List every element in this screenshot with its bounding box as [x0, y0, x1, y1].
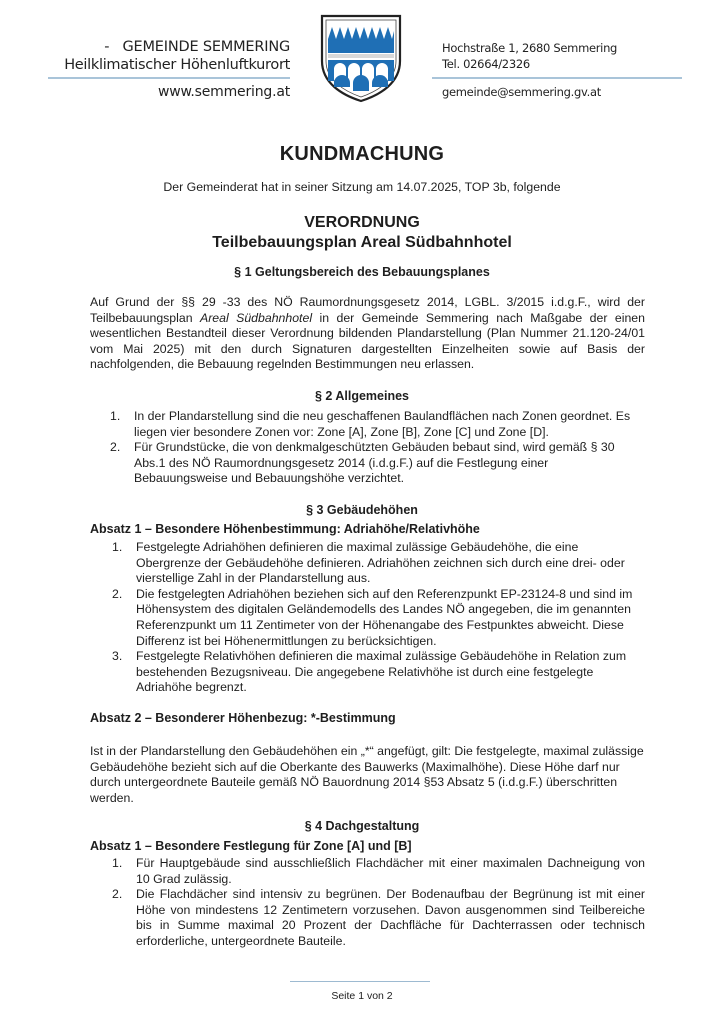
list-number: 1. [112, 856, 123, 870]
letterhead-right [442, 40, 682, 101]
list-item [110, 409, 645, 440]
header-divider-left [48, 77, 290, 79]
section-4-heading: § 4 Dachgestaltung [304, 819, 420, 833]
ordinance-heading [0, 213, 724, 253]
list-item [112, 649, 645, 696]
list-item [112, 856, 645, 887]
address: Hochstraße 1, 2680 Semmering [442, 41, 618, 55]
coat-of-arms-icon [318, 13, 404, 103]
document-title: KUNDMACHUNG [279, 143, 445, 165]
section-3-absatz-1-heading: Absatz 1 – Besondere Höhenbestimmung: Adriahöhe/Relativhöhe [90, 522, 480, 536]
section-2-list [110, 409, 645, 487]
municipality-name [40, 38, 290, 56]
list-item [110, 440, 645, 487]
email-link[interactable]: gemeinde@semmering.gv.at [442, 84, 601, 99]
list-number: 1. [110, 409, 121, 423]
section-3-heading: § 3 Gebäudehöhen [306, 503, 418, 517]
ordinance-label: VERORDNUNG [304, 214, 420, 231]
footer-divider [290, 981, 430, 982]
list-text: Die Flachdächer sind intensiv zu begrünen. Der Bodenaufbau der Begrünung ist mit einer Höhe von mindestens 12 Zentimetern vorzusehen. Davon ausgenommen sind Teilbereiche bis in Summe maximal 20 Prozent der Dachfläche für Dachterrassen oder technisch erforderliche, untergeordnete Bauteile. [136, 887, 645, 948]
list-number: 3. [112, 649, 123, 664]
section-2-heading: § 2 Allgemeines [314, 389, 410, 403]
list-text: Für Grundstücke, die von denkmalgeschützten Gebäuden bebaut sind, wird gemäß § 30 Abs.1 des NÖ Raumordnungsgesetz 2014 (i.d.g.F.) auf die Festlegung einer Bebauungsweise und Bebauungshöhe verzichtet. [134, 440, 615, 486]
list-number: 2. [110, 440, 121, 455]
list-text: Für Hauptgebäude sind ausschließlich Flachdächer mit einer maximalen Dachneigung von 10 Grad zulässig. [136, 856, 645, 886]
letterhead-left [40, 38, 290, 103]
municipality-subtitle: Heilklimatischer Höhenluftkurort [64, 57, 290, 73]
section-1-text-b: in der Gemeinde Semmering nach Maßgabe der einen wesentlichen Bestandteil dieser Verordnung bildenden Plandarstellung (Plan Nummer 21.120-24/01 vom Mai 2025) mit den durch Signaturen dargestellten Einzelheiten sowie auf Basis der nachfolgenden, die Bebauung regelnden Bestimmungen neu erlassen. [90, 310, 645, 372]
section-3-absatz-2-heading: Absatz 2 – Besonderer Höhenbezug: *-Bestimmung [90, 711, 396, 725]
list-text: Die festgelegten Adriahöhen beziehen sich auf den Referenzpunkt EP-23124-8 und sind im Höhensystem des digitalen Geländemodells des Landes NÖ angegeben, die im genannten Referenzpunkt um 11 Zentimeter von der Höhenangabe des Festpunktes abweicht. Diese Differenz ist bei Höhenermittlungen zu berücksichtigen. [136, 586, 633, 648]
section-3-absatz-1-list [112, 540, 645, 696]
intro-text: Der Gemeinderat hat in seiner Sitzung am 14.07.2025, TOP 3b, folgende [163, 180, 561, 194]
list-text: Festgelegte Adriahöhen definieren die maximal zulässige Gebäudehöhe, die eine Obergrenze der Gebäudehöhe definieren. Adriahöhen zeichnen sich durch eine drei- oder vierstellige Zahl in der Plandarstellung aus. [136, 540, 625, 586]
list-number: 2. [112, 586, 123, 601]
list-item [112, 540, 645, 587]
list-text: In der Plandarstellung sind die neu geschaffenen Baulandflächen nach Zonen geordnet. Es liegen vier besondere Zonen vor: Zone [A], Zone [B], Zone [C] und Zone [D]. [134, 409, 631, 439]
phone: Tel. 02664/2326 [442, 57, 530, 71]
section-1-text-emphasis: Areal Südbahnhotel [200, 310, 313, 325]
list-text: Festgelegte Relativhöhen definieren die maximal zulässige Gebäudehöhe in Relation zum bestehenden Bezugsniveau. Die angegebene Relativhöhe ist durch eine festgelegte Adriahöhe begrenzt. [136, 649, 627, 695]
dash-mark: - [104, 39, 110, 55]
municipality-label: GEMEINDE SEMMERING [122, 39, 290, 55]
list-item [112, 587, 645, 649]
page-number: Seite 1 von 2 [331, 990, 393, 1002]
section-1-text-a: Auf Grund der §§ 29 -33 des NÖ Raumordnungsgesetz 2014, LGBL. 3/2015 i.d.g.F., wird der Teilbebauungsplan [90, 295, 645, 325]
section-3-absatz-2-text: Ist in der Plandarstellung den Gebäudehöhen ein „*“ angefügt, gilt: Die festgelegte, maximal zulässige Gebäudehöhe bezieht sich auf die Oberkante des Bauwerks (Maximalhöhe). Diese Höhe darf nur durch untergeordnete Bauteile gemäß NÖ Bauordnung 2014 §53 Absatz 5 (i.d.g.F.) überschritten werden. [90, 744, 644, 805]
section-1-heading: § 1 Geltungsbereich des Bebauungsplanes [234, 265, 490, 279]
list-number: 2. [112, 887, 123, 902]
section-1-text [90, 295, 645, 373]
list-number: 1. [112, 540, 123, 554]
ordinance-title: Teilbebauungsplan Areal Südbahnhotel [212, 234, 512, 251]
section-4-absatz-1-heading: Absatz 1 – Besondere Festlegung für Zone [A] und [B] [90, 839, 412, 853]
website-link[interactable]: www.semmering.at [157, 83, 290, 100]
list-item [112, 887, 645, 949]
header-divider-right [432, 77, 682, 79]
section-4-absatz-1-list [112, 856, 645, 950]
